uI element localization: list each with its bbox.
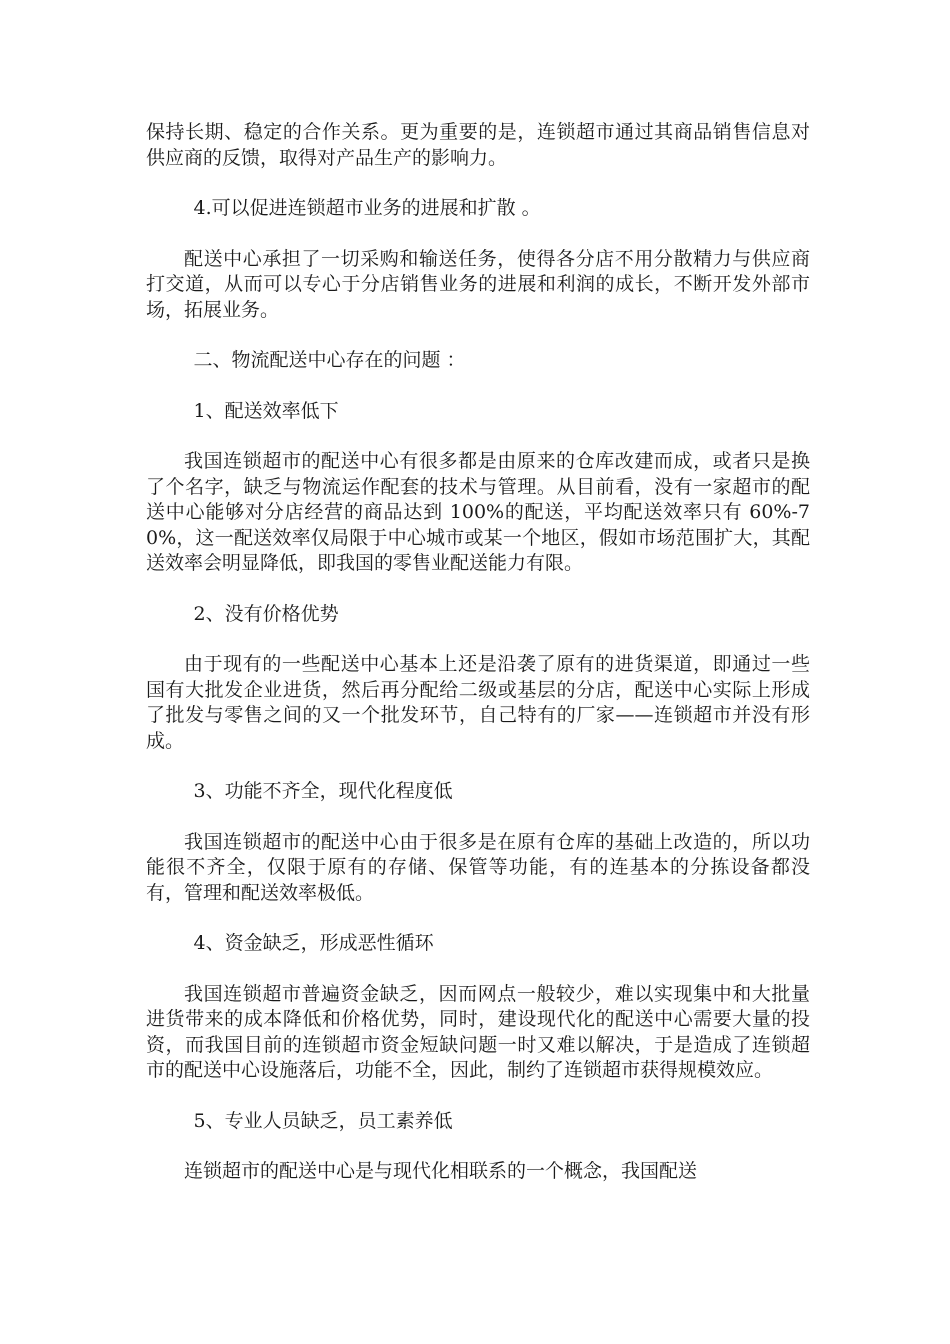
subheading-1: 1、配送效率低下 [193,399,339,422]
paragraph: 我国连锁超市的配送中心由于很多是在原有仓库的基础上改造的，所以功能很不齐全，仅限于原有的存储、保管等功能，有的连基本的分拣设备都没有，管理和配送效率极低。 [146,830,810,904]
paragraph: 我国连锁超市普遍资金缺乏，因而网点一般较少，难以实现集中和大批量进货带来的成本降低和价格优势，同时，建设现代化的配送中心需要大量的投资，而我国目前的连锁超市资金短缺问题一时又难以解决，于是造成了连锁超市的配送中心设施落后，功能不全，因此，制约了连锁超市获得规模效应。 [146,982,810,1081]
document-body [146,120,810,1210]
subheading-5: 5、专业人员缺乏，员工素养低 [193,1109,453,1132]
paragraph: 由于现有的一些配送中心基本上还是沿袭了原有的进货渠道，即通过一些国有大批发企业进货，然后再分配给二级或基层的分店，配送中心实际上形成了批发与零售之间的又一个批发环节，自己特有的厂家——连锁超市并没有形成。 [146,653,810,752]
paragraph: 我国连锁超市的配送中心有很多都是由原来的仓库改建而成，或者只是换了个名字，缺乏与物流运作配套的技术与管理。从目前看，没有一家超市的配送中心能够对分店经营的商品达到 100%的配送，平均配送效率只有 60%-70%，这一配送效率仅局限于中心城市或某一个地区，假如市场范围扩大，其配送效率会明显降低，即我国的零售业配送能力有限。 [146,450,810,574]
subheading-3: 3、功能不齐全，现代化程度低 [193,780,453,802]
section-heading-4: 4.可以促进连锁超市业务的进展和扩散 。 [193,197,541,219]
paragraph: 连锁超市的配送中心是与现代化相联系的一个概念，我国配送 [184,1160,698,1182]
paragraph: 配送中心承担了一切采购和输送任务，使得各分店不用分散精力与供应商打交道，从而可以专心于分店销售业务的进展和利润的成长，不断开发外部市场，拓展业务。 [146,247,810,321]
subheading-2: 2、没有价格优势 [193,602,339,625]
paragraph-continuation: 保持长期、稳定的合作关系。更为重要的是，连锁超市通过其商品销售信息对供应商的反馈，取得对产品生产的影响力。 [146,121,810,169]
section-heading-problems: 二、物流配送中心存在的问题 ： [193,349,466,371]
subheading-4: 4、资金缺乏，形成恶性循环 [193,932,434,954]
